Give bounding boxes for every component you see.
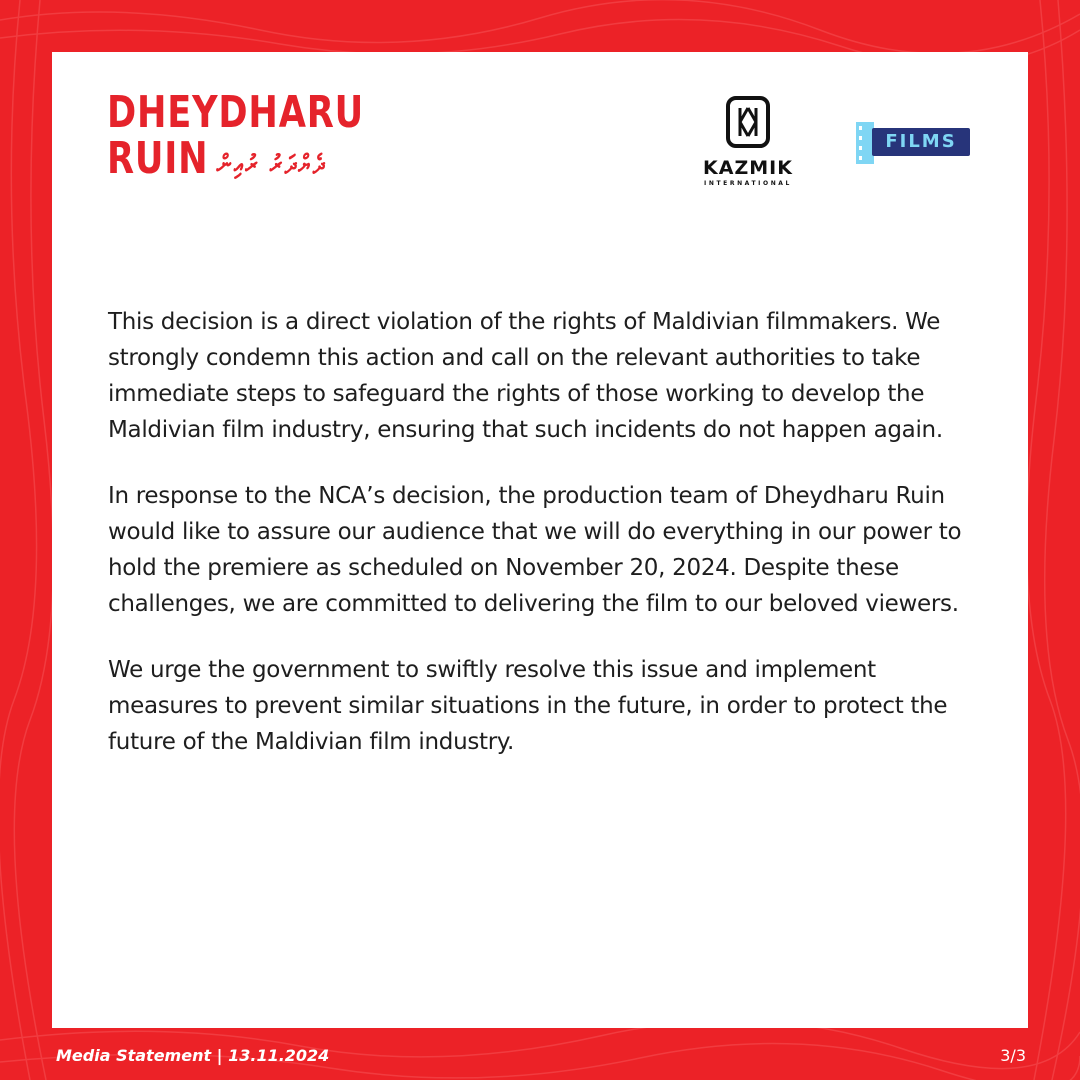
page-indicator: 3/3 [1000, 1046, 1026, 1065]
film-title-line2: RUIN [107, 133, 209, 184]
statement-paragraph: In response to the NCA’s decision, the production team of Dheydharu Ruin would like to assure our audience that we will do everything in our power to hold the premiere as scheduled on November 20, 2024. Despite these challenges, we are committed to delivering the film to our beloved viewers. [108, 483, 962, 617]
footer-label: Media Statement | 13.11.2024 [56, 1046, 330, 1065]
statement-paragraph: This decision is a direct violation of the rights of Maldivian filmmakers. We strongly condemn this action and call on the relevant authorities to take immediate steps to safeguard the rights of those working to develop the Maldivian film industry, ensuring that such incidents do not happen again. [108, 309, 943, 443]
films-wordmark: FILMS [872, 128, 970, 156]
statement-paragraph: We urge the government to swiftly resolve this issue and implement measures to prevent similar situations in the future, in order to protect the future of the Maldivian film industry. [108, 657, 948, 755]
films-logo [852, 118, 974, 168]
kazmik-international-logo [688, 96, 808, 196]
film-title-logo [107, 87, 365, 188]
kazmik-subtitle: INTERNATIONAL [704, 180, 792, 187]
statement-body [108, 304, 988, 790]
statement-card [52, 52, 1028, 1028]
kazmik-wordmark: KAZMIK [703, 157, 793, 179]
film-title-dhivehi: ދެޔްދަރު ރުއިން [216, 150, 328, 180]
kazmik-emblem-icon [726, 96, 770, 148]
film-title-line1: DHEYDHARU [107, 87, 365, 138]
